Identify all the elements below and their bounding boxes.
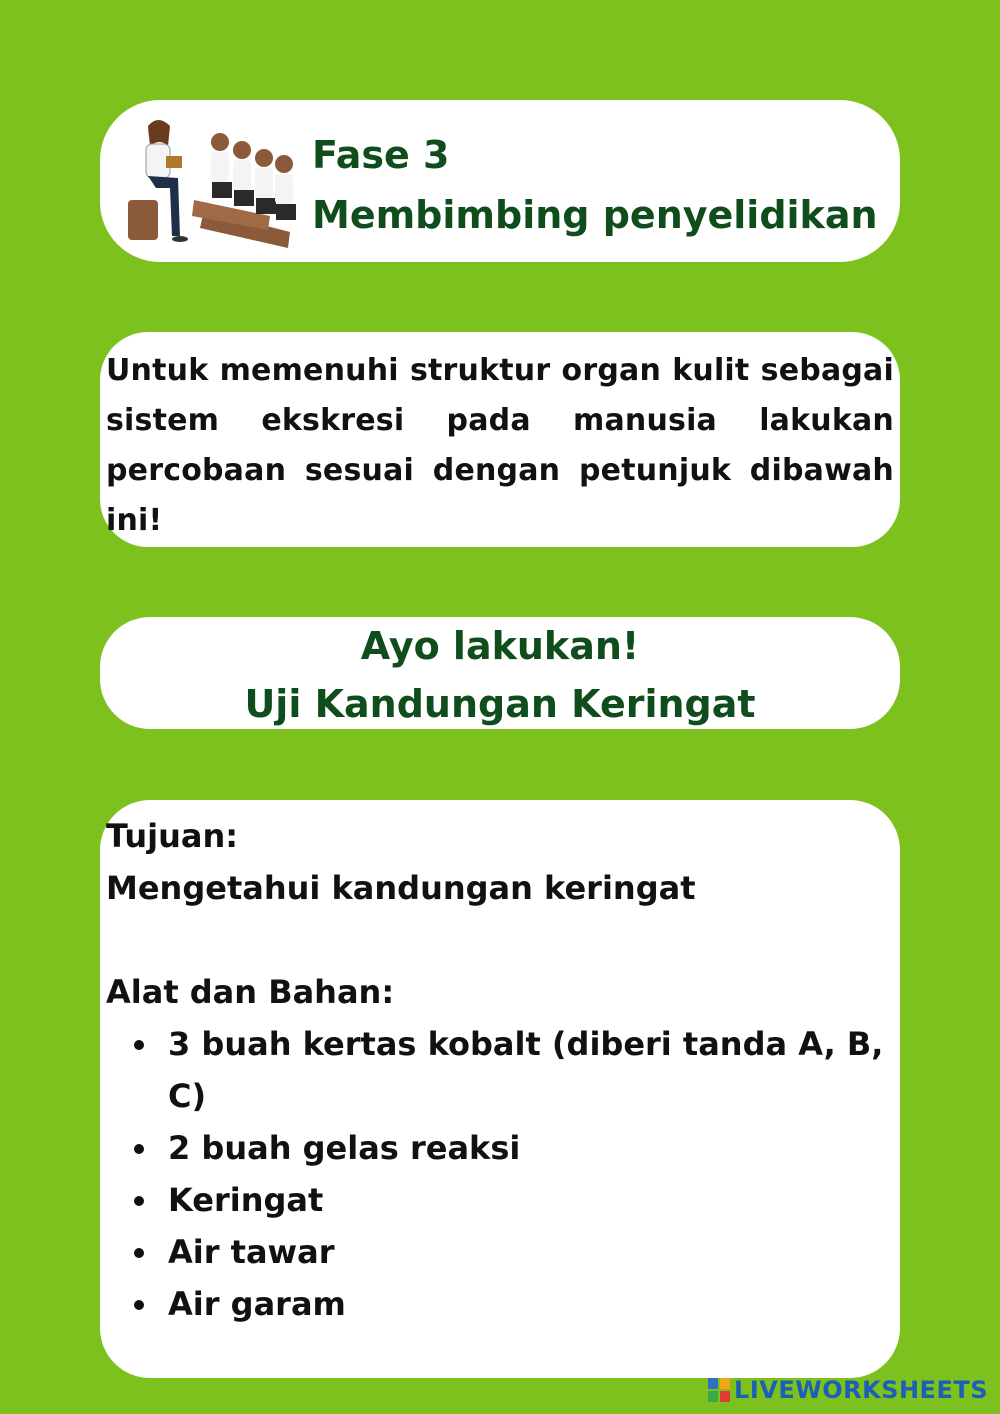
teacher-students-illustration [120,112,310,252]
list-item [168,1278,894,1330]
goal-heading: Tujuan: [106,817,239,855]
bullet-icon [134,1040,144,1050]
list-item [168,1122,894,1174]
material-text: 3 buah kertas kobalt (diberi tanda A, B, C) [168,1025,884,1115]
goal-text: Mengetahui kandungan keringat [106,869,696,907]
details-card [100,800,900,1378]
material-text: Air garam [168,1285,346,1323]
instruction-text: Untuk memenuhi struktur organ kulit sebagai sistem ekskresi pada manusia lakukan percobaan sesuai dengan petunjuk dibawah ini! [106,353,894,538]
spacer [106,914,894,966]
header-card [100,100,900,262]
activity-title-card [100,617,900,729]
bullet-icon [134,1196,144,1206]
liveworksheets-logo-icon [708,1378,730,1402]
liveworksheets-watermark[interactable] [708,1376,988,1404]
list-item [168,1226,894,1278]
phase-label: Fase 3 [312,133,450,177]
list-item [168,1018,894,1122]
bullet-icon [134,1248,144,1258]
materials-list [106,1018,894,1330]
material-text: Air tawar [168,1233,335,1271]
activity-call: Ayo lakukan! [360,624,640,668]
phase-name: Membimbing penyelidikan [312,193,878,237]
watermark-text: LIVEWORKSHEETS [734,1376,988,1404]
instruction-card [100,332,900,547]
bullet-icon [134,1300,144,1310]
bullet-icon [134,1144,144,1154]
material-text: 2 buah gelas reaksi [168,1129,521,1167]
material-text: Keringat [168,1181,324,1219]
activity-title: Uji Kandungan Keringat [244,682,756,726]
materials-heading: Alat dan Bahan: [106,973,395,1011]
list-item [168,1174,894,1226]
